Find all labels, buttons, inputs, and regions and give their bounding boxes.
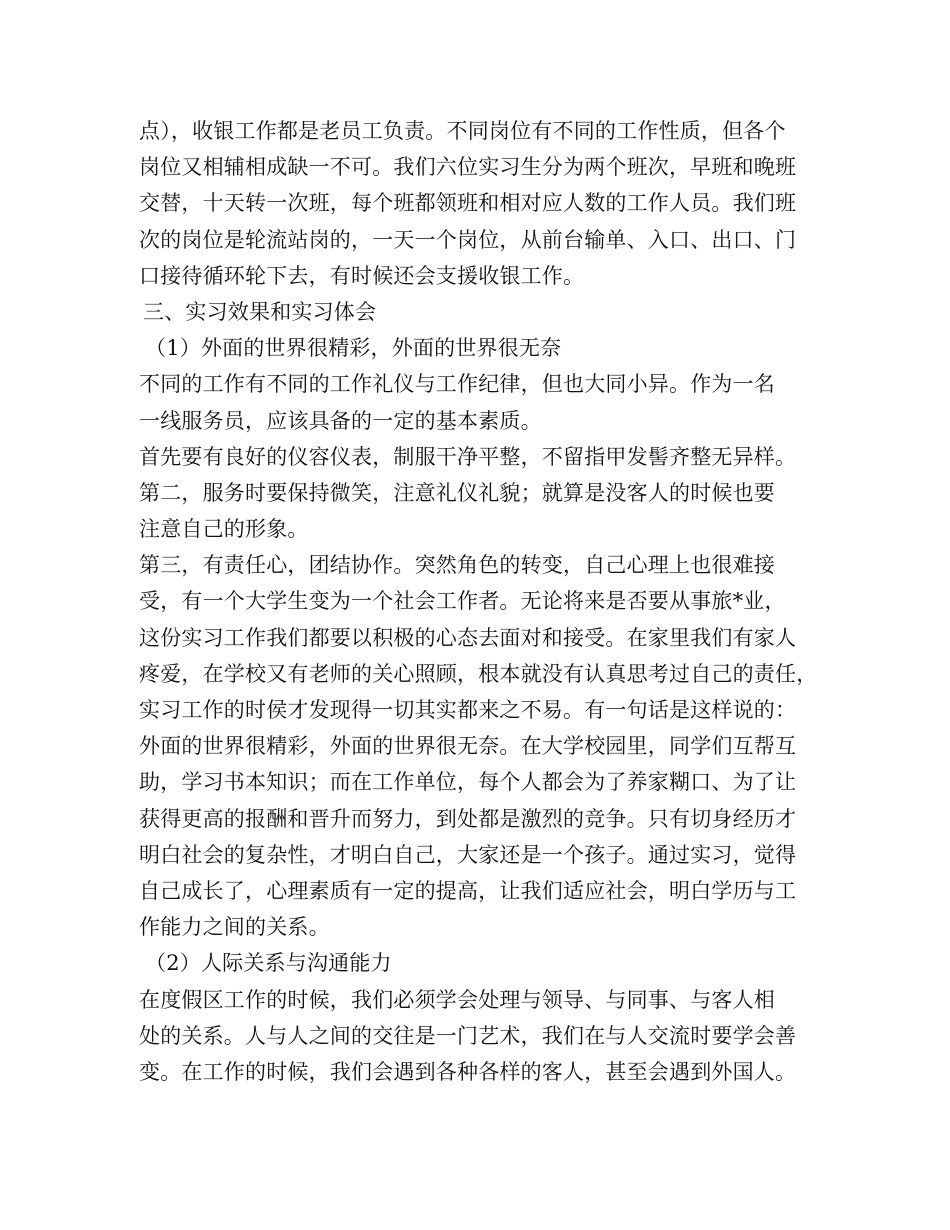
- paragraph-line: 点），收银工作都是老员工负责。不同岗位有不同的工作性质，但各个: [139, 119, 786, 143]
- section-heading: 三、实习效果和实习体会: [143, 299, 377, 324]
- paragraph-line: 明白社会的复杂性，才明白自己，大家还是一个孩子。通过实习，觉得: [139, 842, 797, 867]
- paragraph-line: 口接待循环轮下去，有时候还会支援收银工作。: [139, 263, 585, 288]
- paragraph-line: 自己成长了，心理素质有一定的提高，让我们适应社会，明白学历与工: [139, 878, 797, 903]
- paragraph-line: 第二，服务时要保持微笑，注意礼仪礼貌；就算是没客人的时候也要: [139, 480, 775, 505]
- paragraph-line: 外面的世界很精彩，外面的世界很无奈。在大学校园里，同学们互帮互: [139, 734, 797, 759]
- paragraph-line: 作能力之间的关系。: [139, 915, 330, 940]
- paragraph-line: 助，学习书本知识；而在工作单位，每个人都会为了养家糊口、为了让: [139, 770, 797, 795]
- paragraph-line: 获得更高的报酬和晋升而努力，到处都是激烈的竞争。只有切身经历才: [139, 806, 797, 831]
- paragraph-line: 变。在工作的时候，我们会遇到各种各样的客人，甚至会遇到外国人。: [139, 1059, 797, 1084]
- paragraph-line: 不同的工作有不同的工作礼仪与工作纪律，但也大同小异。作为一名: [139, 372, 775, 397]
- body-text: [139, 113, 829, 1090]
- paragraph-line: 次的岗位是轮流站岗的，一天一个岗位，从前台输单、入口、出口、门: [139, 227, 797, 252]
- paragraph-line: 在度假区工作的时候，我们必须学会处理与领导、与同事、与客人相: [139, 987, 775, 1012]
- paragraph-line: 交替，十天转一次班，每个班都领班和相对应人数的工作人员。我们班: [139, 191, 797, 216]
- paragraph-line: 疼爱，在学校又有老师的关心照顾，根本就没有认真思考过自己的责任，: [139, 661, 818, 686]
- paragraph-line: 第三，有责任心，团结协作。突然角色的转变，自己心理上也很难接: [139, 553, 775, 578]
- paragraph-line: 受，有一个大学生变为一个社会工作者。无论将来是否要从事旅*业，: [139, 589, 786, 614]
- paragraph-line: 处的关系。人与人之间的交往是一门艺术，我们在与人交流时要学会善: [139, 1023, 797, 1048]
- paragraph-line: 这份实习工作我们都要以积极的心态去面对和接受。在家里我们有家人: [139, 625, 797, 650]
- paragraph-line: 首先要有良好的仪容仪表，制服干净平整，不留指甲发髻齐整无异样。: [139, 444, 797, 469]
- paragraph-line: 注意自己的形象。: [139, 517, 309, 542]
- paragraph-line: 实习工作的时侯才发现得一切其实都来之不易。有一句话是这样说的：: [139, 698, 797, 722]
- subsection-heading: （2）人际关系与沟通能力: [145, 951, 392, 976]
- subsection-heading: （1）外面的世界很精彩，外面的世界很无奈: [145, 336, 562, 361]
- paragraph-line: 岗位又相辅相成缺一不可。我们六位实习生分为两个班次，早班和晚班: [139, 155, 797, 180]
- paragraph-line: 一线服务员，应该具备的一定的基本素质。: [139, 408, 542, 433]
